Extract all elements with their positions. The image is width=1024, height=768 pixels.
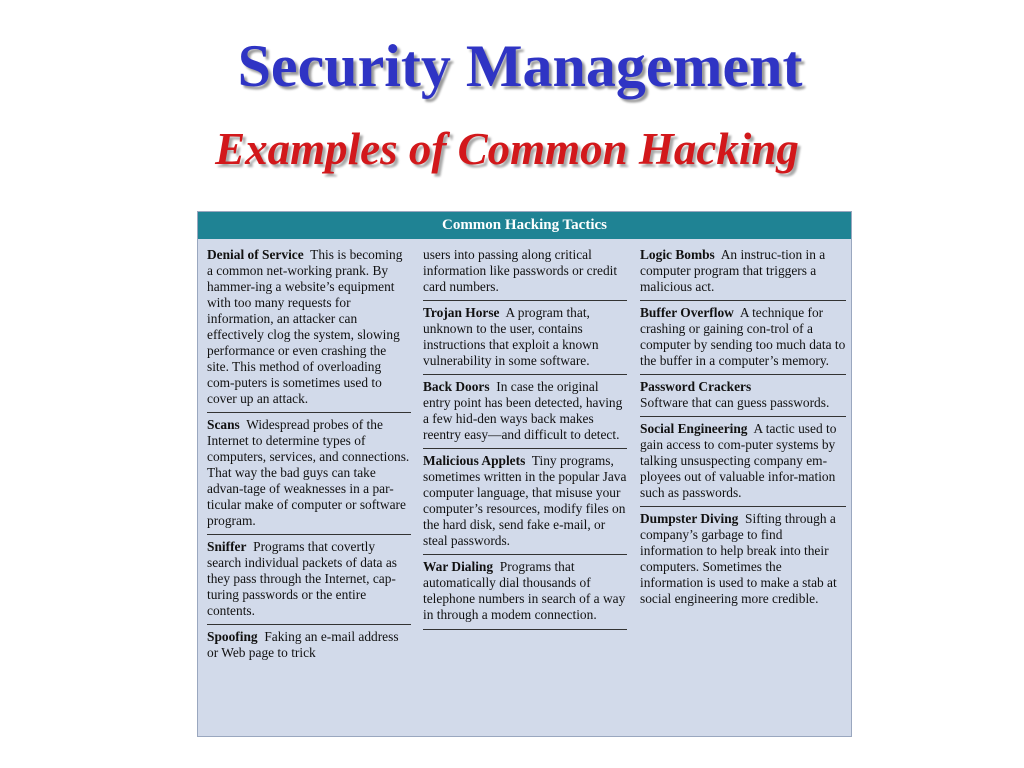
entry-dumpster-diving	[640, 511, 846, 612]
entry-text: Faking an e-mail address or Web page to trick	[207, 629, 399, 660]
entry-term: Spoofing	[207, 629, 258, 644]
entry-buffer-overflow	[640, 305, 846, 375]
entry-term: Social Engineering	[640, 421, 748, 436]
slide-subtitle: Examples of Common Hacking	[215, 124, 799, 174]
entry-text: A tactic used to gain access to com-puter systems by talking unsuspecting company em-ployees out of valuable infor-mation such as passwords.	[640, 421, 837, 500]
entry-term: Logic Bombs	[640, 247, 715, 262]
entry-sniffer	[207, 539, 411, 625]
entry-term: Denial of Service	[207, 247, 304, 262]
entry-term: Back Doors	[423, 379, 490, 394]
entry-denial-of-service	[207, 247, 411, 413]
entry-text: This is becoming a common net-working prank. By hammer-ing a website’s equipment with too many requests for information, an attacker can effectively clog the system, slowing performance or even crashing the site. This method of overloading com-puters is sometimes used to cover up an attack.	[207, 247, 403, 406]
entry-text: An instruc-tion in a computer program that triggers a malicious act.	[640, 247, 826, 294]
entry-malicious-applets	[423, 453, 627, 555]
entry-spoofing-continued	[423, 247, 627, 301]
entry-text: Sifting through a company’s garbage to find information to help break into their computers. Sometimes the information is used to make a stab at social engineering more credible.	[640, 511, 837, 606]
entry-back-doors	[423, 379, 627, 449]
entry-war-dialing	[423, 559, 627, 630]
entry-term: Dumpster Diving	[640, 511, 739, 526]
entry-password-crackers	[640, 379, 846, 417]
entry-term: Sniffer	[207, 539, 247, 554]
entry-social-engineering	[640, 421, 846, 507]
entry-term: Buffer Overflow	[640, 305, 734, 320]
hacking-tactics-table	[197, 211, 852, 737]
entry-scans	[207, 417, 411, 535]
entry-text: Programs that automatically dial thousands of telephone numbers in search of a way in through a modem connection.	[423, 559, 626, 622]
table-column-1	[207, 247, 411, 670]
entry-term: Trojan Horse	[423, 305, 500, 320]
slide-title: Security Management	[237, 33, 803, 99]
entry-text: A technique for crashing or gaining con-trol of a computer by sending too much data to the buffer in a computer’s memory.	[640, 305, 846, 368]
entry-spoofing	[207, 629, 411, 666]
entry-term: War Dialing	[423, 559, 494, 574]
entry-text: users into passing along critical information like passwords or credit card numbers.	[423, 247, 618, 294]
table-column-3	[640, 247, 846, 616]
table-header: Common Hacking Tactics	[198, 212, 851, 239]
entry-term: Malicious Applets	[423, 453, 526, 468]
entry-text: A program that, unknown to the user, contains instructions that exploit a known vulnerability in some software.	[423, 305, 599, 368]
entry-text: In case the original entry point has been detected, having a few hid-den ways back makes reentry easy—and difficult to detect.	[423, 379, 623, 442]
entry-logic-bombs	[640, 247, 846, 301]
entry-text: Widespread probes of the Internet to determine types of computers, services, and connections. That way the bad guys can take advan-tage of weaknesses in a par-ticular make of computer or software program.	[207, 417, 410, 528]
entry-text: Programs that covertly search individual packets of data as they pass through the Internet, cap-turing passwords or the entire contents.	[207, 539, 397, 618]
table-column-2	[423, 247, 627, 634]
entry-term: Scans	[207, 417, 240, 432]
entry-term: Password Crackers	[640, 379, 752, 394]
entry-trojan-horse	[423, 305, 627, 375]
entry-text: Tiny programs, sometimes written in the popular Java computer language, that misuse your computer’s resources, modify files on the hard disk, send fake e-mail, or steal passwords.	[423, 453, 627, 548]
entry-text: Software that can guess passwords.	[640, 395, 830, 410]
